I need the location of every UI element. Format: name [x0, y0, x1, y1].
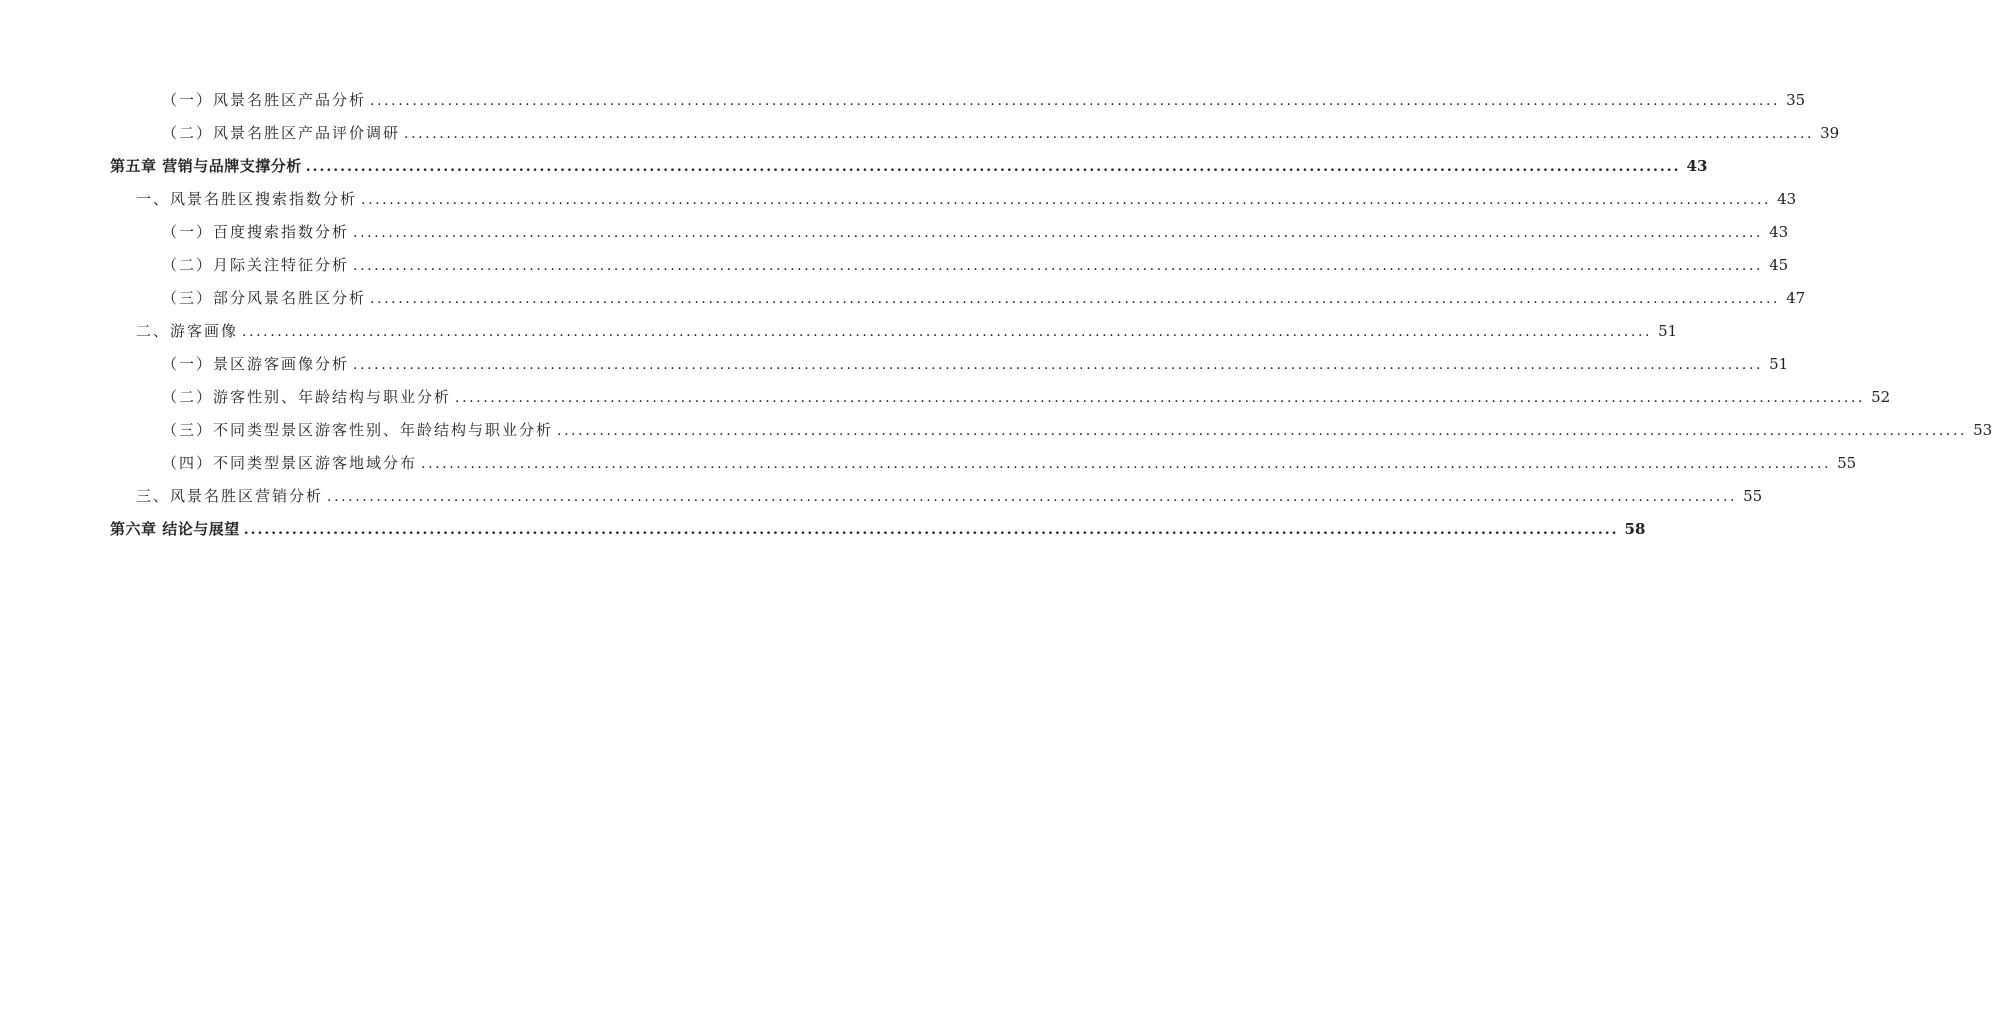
toc-entry-label: （二）风景名胜区产品评价调研 — [162, 124, 401, 142]
toc-page-number: 58 — [1624, 520, 1646, 538]
toc-page-number: 51 — [1658, 322, 1678, 340]
toc-entry[interactable] — [110, 381, 1891, 414]
toc-page-number: 53 — [1973, 421, 1992, 439]
toc-chapter-entry[interactable] — [110, 513, 1646, 546]
dot-leader: ........................................................................................................................................................................................................ — [242, 324, 1653, 340]
toc-section-label: 三、风景名胜区营销分析 — [136, 487, 324, 505]
toc-page-number: 45 — [1769, 256, 1789, 274]
dot-leader: ........................................................................................................................................................................................................ — [327, 489, 1738, 505]
toc-entry[interactable] — [110, 282, 1806, 315]
toc-entry[interactable] — [110, 84, 1806, 117]
toc-entry-label: （二）游客性别、年龄结构与职业分析 — [162, 388, 452, 406]
toc-page-number: 51 — [1769, 355, 1789, 373]
dot-leader: ........................................................................................................................................................................................................ — [243, 522, 1619, 538]
dot-leader: ........................................................................................................................................................................................................ — [421, 456, 1832, 472]
dot-leader: ........................................................................................................................................................................................................ — [455, 390, 1866, 406]
toc-chapter-label: 第五章 营销与品牌支撑分析 — [110, 157, 302, 175]
toc-entry[interactable] — [110, 249, 1789, 282]
toc-section-entry[interactable] — [110, 183, 1797, 216]
toc-entry-label: （三）不同类型景区游客性别、年龄结构与职业分析 — [162, 421, 554, 439]
dot-leader: ........................................................................................................................................................................................................ — [353, 258, 1764, 274]
toc-page-number: 55 — [1837, 454, 1857, 472]
toc-page-number: 52 — [1871, 388, 1891, 406]
toc-page-number: 43 — [1769, 223, 1789, 241]
toc-entry-label: （三）部分风景名胜区分析 — [162, 289, 367, 307]
dot-leader: ........................................................................................................................................................................................................ — [361, 192, 1772, 208]
dot-leader: ........................................................................................................................................................................................................ — [353, 357, 1764, 373]
toc-page-number: 43 — [1686, 157, 1708, 175]
toc-entry-label: （四）不同类型景区游客地域分布 — [162, 454, 418, 472]
dot-leader: ........................................................................................................................................................................................................ — [305, 159, 1681, 175]
toc-entry-label: （一）百度搜索指数分析 — [162, 223, 350, 241]
toc-page-number: 55 — [1743, 487, 1763, 505]
table-of-contents — [110, 84, 1992, 546]
toc-page-number: 47 — [1786, 289, 1806, 307]
toc-entry[interactable] — [110, 447, 1857, 480]
toc-entry[interactable] — [110, 414, 1992, 447]
toc-section-entry[interactable] — [110, 315, 1678, 348]
toc-entry[interactable] — [110, 216, 1789, 249]
dot-leader: ........................................................................................................................................................................................................ — [557, 423, 1968, 439]
dot-leader: ........................................................................................................................................................................................................ — [404, 126, 1815, 142]
toc-page-number: 43 — [1777, 190, 1797, 208]
toc-section-label: 二、游客画像 — [136, 322, 239, 340]
toc-chapter-entry[interactable] — [110, 150, 1708, 183]
dot-leader: ........................................................................................................................................................................................................ — [353, 225, 1764, 241]
toc-page-number: 39 — [1820, 124, 1840, 142]
dot-leader: ........................................................................................................................................................................................................ — [370, 93, 1781, 109]
toc-section-label: 一、风景名胜区搜索指数分析 — [136, 190, 358, 208]
toc-section-entry[interactable] — [110, 480, 1763, 513]
toc-entry[interactable] — [110, 348, 1789, 381]
toc-entry-label: （二）月际关注特征分析 — [162, 256, 350, 274]
toc-chapter-label: 第六章 结论与展望 — [110, 520, 240, 538]
toc-entry-label: （一）风景名胜区产品分析 — [162, 91, 367, 109]
toc-entry-label: （一）景区游客画像分析 — [162, 355, 350, 373]
toc-page-number: 35 — [1786, 91, 1806, 109]
dot-leader: ........................................................................................................................................................................................................ — [370, 291, 1781, 307]
toc-entry[interactable] — [110, 117, 1840, 150]
